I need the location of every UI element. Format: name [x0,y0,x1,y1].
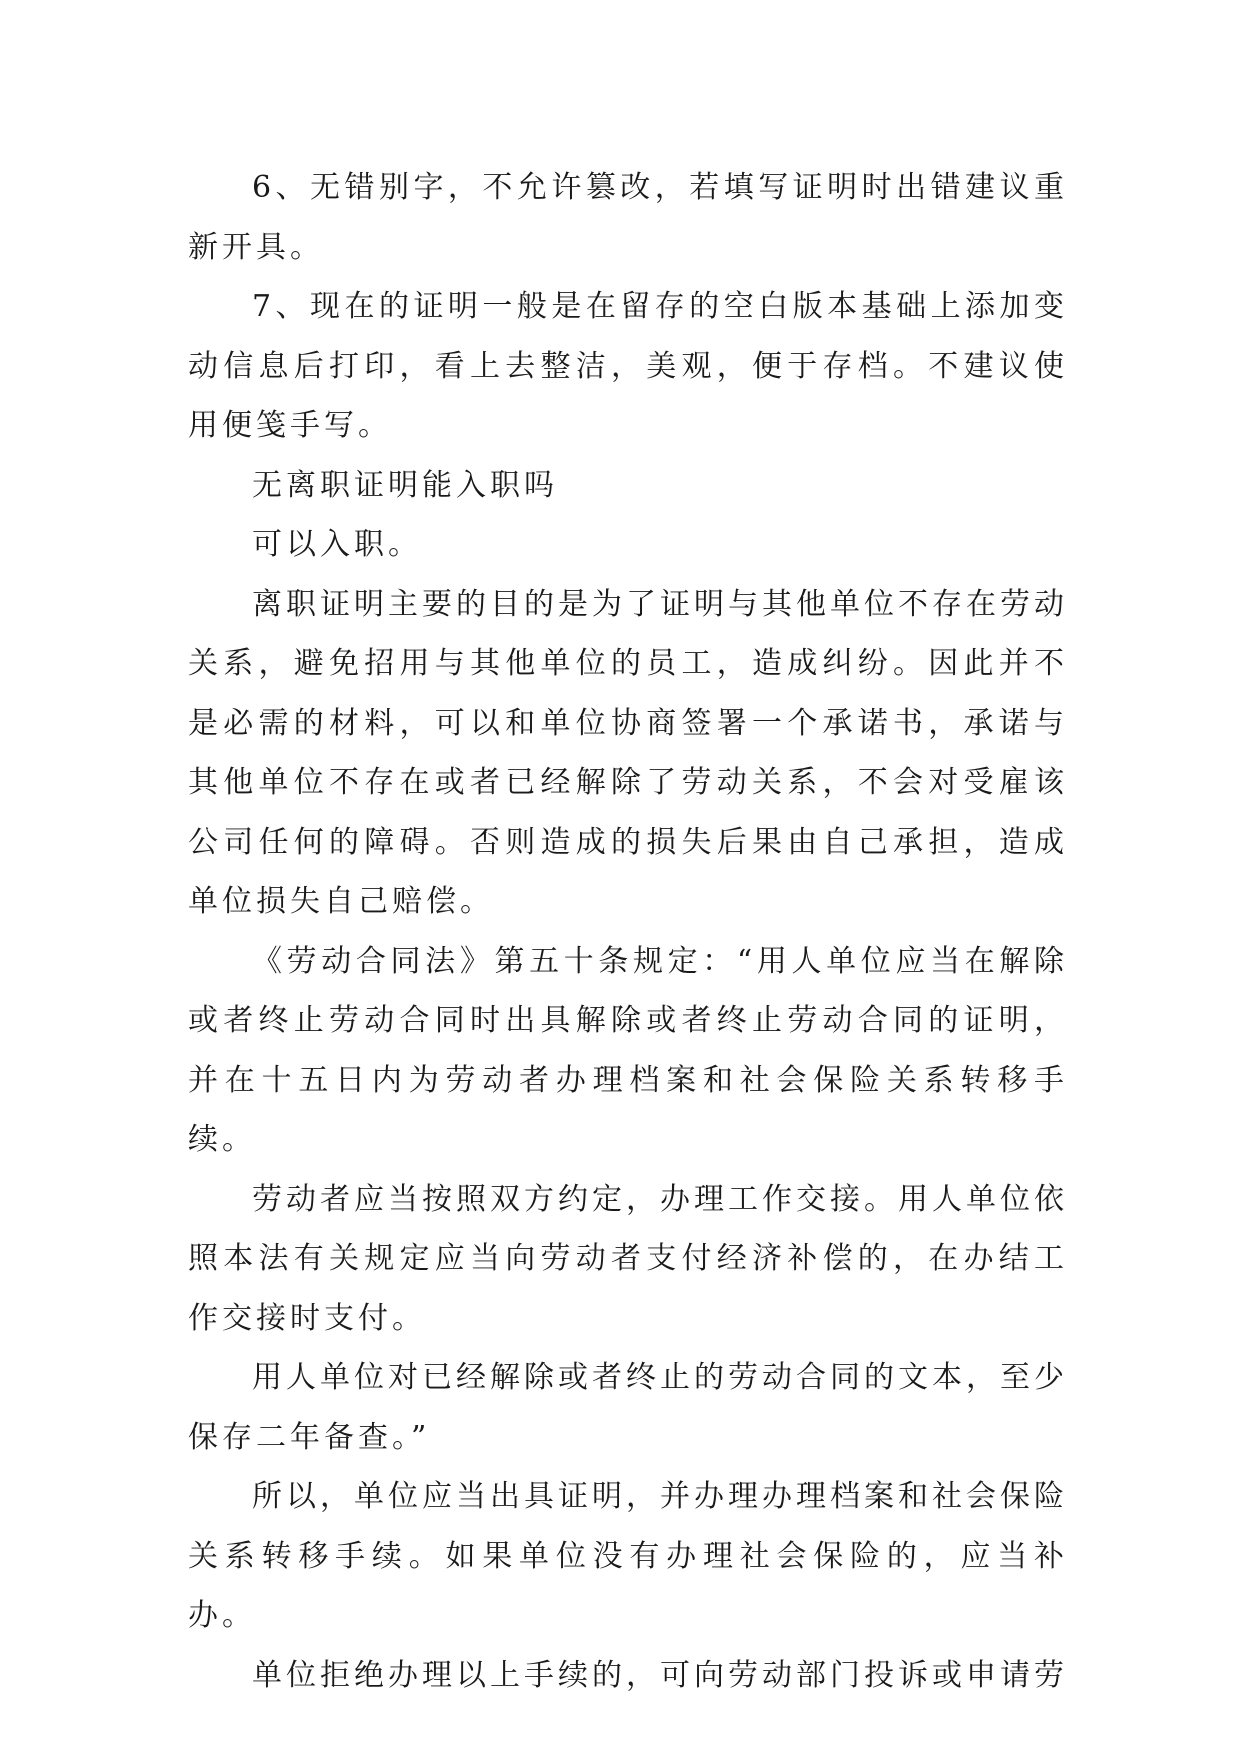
section-heading: 无离职证明能入职吗 [252,467,558,503]
law-quote-paragraph-3: 用人单位对已经解除或者终止的劳动合同的文本，至少保存二年备查。” [188,1360,1068,1455]
paragraph-item-6: 6、无错别字，不允许篡改，若填写证明时出错建议重新开具。 [188,170,1068,265]
document-body [188,158,1068,1705]
conclusion-paragraph: 所以，单位应当出具证明，并办理办理档案和社会保险关系转移手续。如果单位没有办理社会保险的，应当补办。 [188,1479,1068,1633]
answer-paragraph: 可以入职。 [252,527,422,562]
closing-paragraph: 单位拒绝办理以上手续的，可向劳动部门投诉或申请劳 [252,1657,1068,1693]
explanation-paragraph: 离职证明主要的目的是为了证明与其他单位不存在劳动关系，避免招用与其他单位的员工，造成纠纷。因此并不是必需的材料，可以和单位协商签署一个承诺书，承诺与其他单位不存在或者已经解除了劳动关系，不会对受雇该公司任何的障碍。否则造成的损失后果由自己承担，造成单位损失自己赔偿。 [188,586,1068,919]
law-quote-paragraph-2: 劳动者应当按照双方约定，办理工作交接。用人单位依照本法有关规定应当向劳动者支付经济补偿的，在办结工作交接时支付。 [188,1181,1068,1336]
law-quote-paragraph: 《劳动合同法》第五十条规定：“用人单位应当在解除或者终止劳动合同时出具解除或者终止劳动合同的证明，并在十五日内为劳动者办理档案和社会保险关系转移手续。 [188,943,1068,1157]
paragraph-item-7: 7、现在的证明一般是在留存的空白版本基础上添加变动信息后打印，看上去整洁，美观，便于存档。不建议使用便笺手写。 [188,289,1068,443]
